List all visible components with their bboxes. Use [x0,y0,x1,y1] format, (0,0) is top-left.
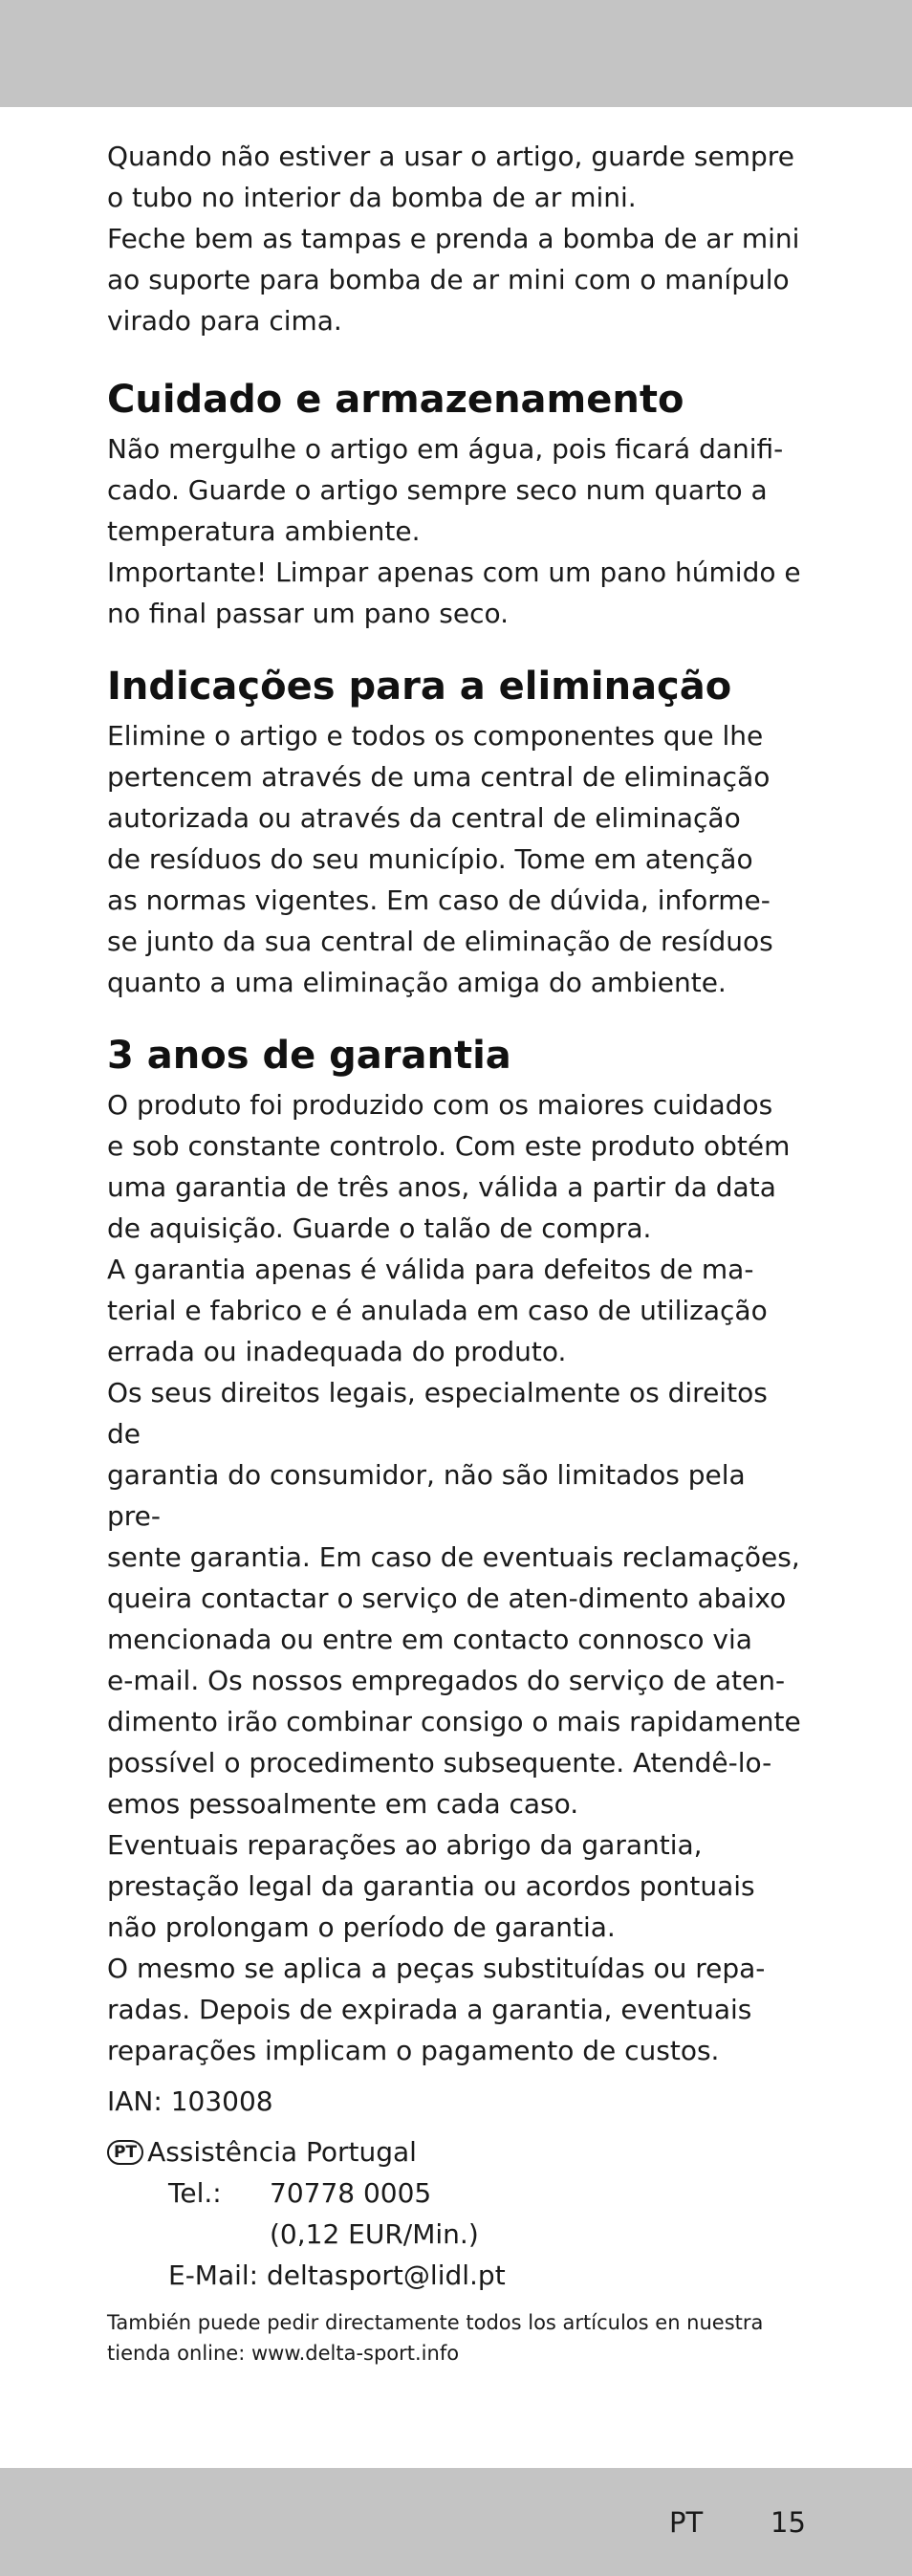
warranty-heading: 3 anos de garantia [107,1034,511,1078]
phone-cost-row [107,2214,801,2255]
text-line: Importante! Limpar apenas com um pano húmido e [107,557,801,588]
header-band [0,0,912,107]
text-line: cado. Guarde o artigo sempre seco num quarto a [107,474,768,506]
text-line: emos pessoalmente em cada caso. [107,1788,579,1820]
text-line: Os seus direitos legais, especialmente os direitos de [107,1377,768,1450]
disposal-heading: Indicações para a eliminação [107,665,732,709]
phone-row [107,2172,801,2214]
text-line: sente garantia. Em caso de eventuais reclamações, [107,1541,800,1573]
text-line: dimento irão combinar consigo o mais rapidamente [107,1706,801,1737]
care-heading: Cuidado e armazenamento [107,378,684,422]
disposal-text [107,715,801,1003]
online-shop-note [107,2307,801,2369]
text-line: Feche bem as tampas e prenda a bomba de ar mini [107,223,800,254]
email-row [107,2255,801,2296]
text-line: mencionada ou entre em contacto connosco via [107,1624,752,1655]
text-line: não prolongam o período de garantia. [107,1911,616,1943]
text-line: terial e fabrico e é anulada em caso de utilização [107,1295,768,1326]
text-line: reparações implicam o pagamento de custos. [107,2035,720,2066]
care-text [107,428,801,634]
text-line: Quando não estiver a usar o artigo, guarde sempre [107,141,794,172]
page-content [107,136,801,2369]
email-label: E-Mail: [168,2259,259,2291]
text-line: O produto foi produzido com os maiores cuidados [107,1089,773,1121]
phone-label: Tel.: [168,2177,222,2209]
text-line: Não mergulhe o artigo em água, pois ficará danifi- [107,433,784,465]
text-line: se junto da sua central de eliminação de resíduos [107,926,773,957]
phone-cost: (0,12 EUR/Min.) [270,2218,479,2250]
service-contact [107,2131,801,2296]
text-line: prestação legal da garantia ou acordos pontuais [107,1870,755,1902]
note-line: También puede pedir directamente todos los artículos en nuestra [107,2311,764,2334]
text-line: e sob constante controlo. Com este produto obtém [107,1130,791,1162]
email-address: deltasport@lidl.pt [267,2259,506,2291]
text-line: pertencem através de uma central de eliminação [107,761,771,793]
text-line: no final passar um pano seco. [107,598,510,629]
text-line: A garantia apenas é válida para defeitos de ma- [107,1254,754,1285]
text-line: Elimine o artigo e todos os componentes que lhe [107,720,764,752]
text-line: queira contactar o serviço de aten-dimento abaixo [107,1583,787,1614]
text-line: quanto a uma eliminação amiga do ambiente. [107,967,727,998]
country-badge: PT [107,2140,143,2165]
footer-language: PT [669,2505,704,2539]
service-name-row [107,2131,801,2172]
text-line: garantia do consumidor, não são limitados pela pre- [107,1459,746,1532]
page-number: 15 [771,2505,806,2539]
text-line: autorizada ou através da central de eliminação [107,802,741,834]
text-line: o tubo no interior da bomba de ar mini. [107,182,637,213]
text-line: radas. Depois de expirada a garantia, eventuais [107,1994,752,2025]
text-line: O mesmo se aplica a peças substituídas ou repa- [107,1953,766,1984]
intro-text [107,136,801,341]
text-line: e-mail. Os nossos empregados do serviço de aten- [107,1665,786,1696]
text-line: de resíduos do seu município. Tome em atenção [107,843,753,875]
text-line: possível o procedimento subsequente. Atendê-lo- [107,1747,772,1779]
text-line: ao suporte para bomba de ar mini com o manípulo [107,264,790,295]
text-line: Eventuais reparações ao abrigo da garantia, [107,1829,703,1861]
text-line: temperatura ambiente. [107,515,421,547]
ian-number: IAN: 103008 [107,2085,273,2117]
service-name: Assistência Portugal [147,2136,417,2168]
text-line: as normas vigentes. Em caso de dúvida, informe- [107,884,771,916]
phone-number: 70778 0005 [270,2177,432,2209]
text-line: uma garantia de três anos, válida a partir da data [107,1171,776,1203]
text-line: virado para cima. [107,305,342,337]
note-line: tienda online: www.delta-sport.info [107,2342,460,2365]
warranty-text [107,1084,801,2071]
text-line: de aquisição. Guarde o talão de compra. [107,1212,652,1244]
text-line: errada ou inadequada do produto. [107,1336,567,1367]
